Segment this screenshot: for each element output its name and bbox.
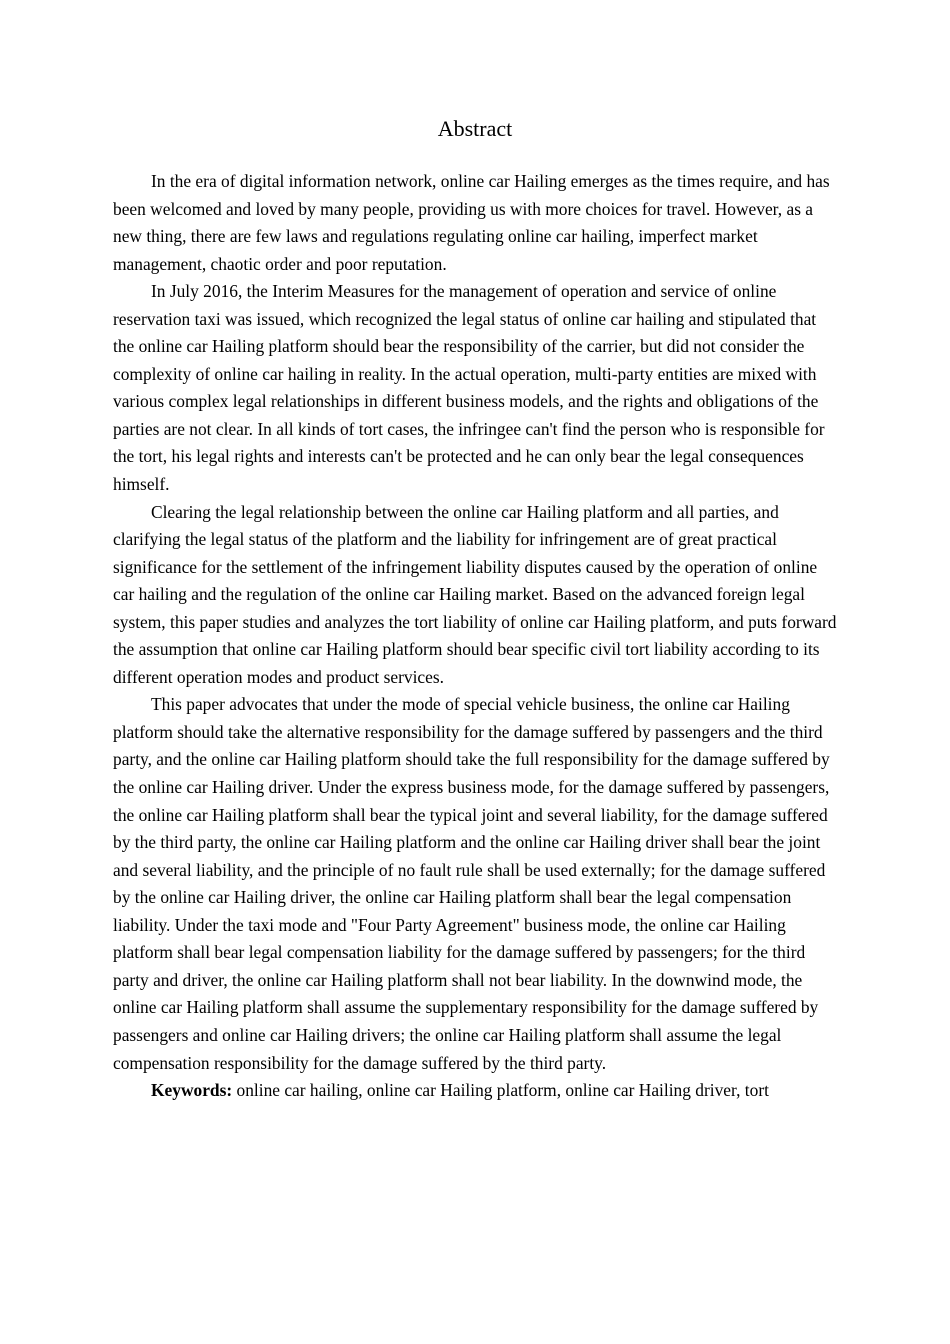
keywords-text: online car hailing, online car Hailing platform, online car Hailing driver, tort — [236, 1080, 769, 1101]
abstract-paragraph-1: In the era of digital information network, online car Hailing emerges as the times require, and has been welcomed and loved by many people, providing us with more choices for travel. However, as a new thing, there are few laws and regulations regulating online car hailing, imperfect market management, chaotic order and poor reputation. — [113, 171, 830, 274]
keywords-line — [113, 1077, 837, 1105]
abstract-title: Abstract — [437, 116, 513, 141]
abstract-paragraph-4: This paper advocates that under the mode of special vehicle business, the online car Hailing platform should take the alternative responsibility for the damage suffered by passengers and the third party, and the online car Hailing platform should take the full responsibility for the damage suffered by the online car Hailing driver. Under the express business mode, for the damage suffered by passengers, the online car Hailing platform shall bear the typical joint and several liability, for the damage suffered by the third party, the online car Hailing platform and the online car Hailing driver shall bear the joint and several liability, and the principle of no fault rule shall be used externally; for the damage suffered by the online car Hailing driver, the online car Hailing platform shall bear the legal compensation liability. Under the taxi mode and "Four Party Agreement" business mode, the online car Hailing platform shall bear legal compensation liability for the damage suffered by passengers; for the third party and driver, the online car Hailing platform shall not bear liability. In the downwind mode, the online car Hailing platform shall assume the supplementary responsibility for the damage suffered by passengers and online car Hailing drivers; the online car Hailing platform shall assume the legal compensation responsibility for the damage suffered by the third party. — [113, 694, 830, 1073]
document-page — [113, 114, 837, 1105]
abstract-paragraph-2: In July 2016, the Interim Measures for the management of operation and service of online reservation taxi was issued, which recognized the legal status of online car hailing and stipulated that the online car Hailing platform should bear the responsibility of the carrier, but did not consider the complexity of online car hailing in reality. In the actual operation, multi-party entities are mixed with various complex legal relationships in different business models, and the rights and obligations of the parties are not clear. In all kinds of tort cases, the infringee can't find the person who is responsible for the tort, his legal rights and interests can't be protected and he can only bear the legal consequences himself. — [113, 281, 825, 495]
abstract-paragraph-3: Clearing the legal relationship between the online car Hailing platform and all parties, and clarifying the legal status of the platform and the liability for infringement are of great practical significance for the settlement of the infringement liability disputes caused by the operation of online car hailing and the regulation of the online car Hailing market. Based on the advanced foreign legal system, this paper studies and analyzes the tort liability of online car Hailing platform, and puts forward the assumption that online car Hailing platform should bear specific civil tort liability according to its different operation modes and product services. — [113, 501, 837, 687]
keywords-label: Keywords: — [151, 1080, 233, 1101]
